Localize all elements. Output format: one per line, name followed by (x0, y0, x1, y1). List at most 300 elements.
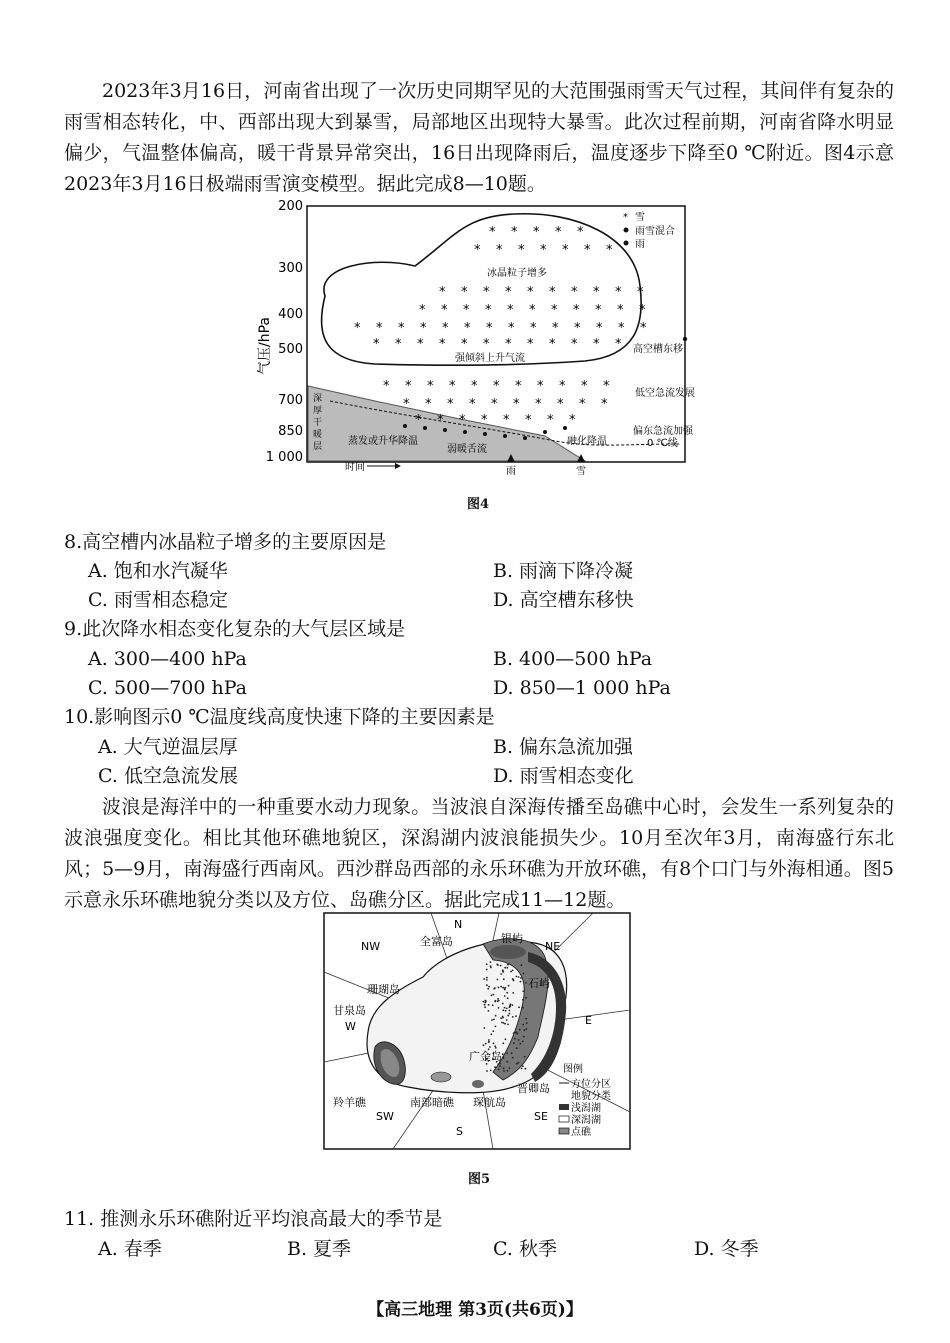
q10-option-c[interactable]: C. 低空急流发展 (98, 765, 238, 787)
yinyu-reef (490, 945, 526, 959)
patch-reef-dot (503, 1068, 505, 1070)
patch-reef-dot (503, 1022, 505, 1024)
q10-option-b[interactable]: B. 偏东急流加强 (493, 736, 634, 758)
dir-se: SE (534, 1110, 548, 1123)
patch-reef-dot (497, 964, 499, 966)
snow-symbol: * (537, 379, 544, 394)
patch-reef-dot (506, 1053, 508, 1055)
snow-symbol: * (483, 337, 490, 352)
snow-symbol: * (549, 337, 556, 352)
snow-symbol: * (459, 413, 466, 428)
svg-text:干: 干 (313, 418, 323, 428)
snow-symbol: * (395, 337, 402, 352)
snow-symbol: * (505, 337, 512, 352)
patch-reef-dot (507, 997, 509, 999)
snow-symbol: * (511, 225, 518, 240)
snow-symbol: * (601, 397, 608, 412)
snow-symbol: * (463, 303, 470, 318)
patch-reef-dot (504, 989, 506, 991)
patch-reef-dot (507, 1070, 509, 1072)
snow-symbol: * (579, 397, 586, 412)
q9-option-b[interactable]: B. 400—500 hPa (493, 648, 653, 670)
snow-symbol: * (569, 413, 576, 428)
q9-option-a[interactable]: A. 300—400 hPa (88, 648, 247, 670)
svg-text:雨雪混合: 雨雪混合 (635, 226, 675, 237)
snow-mark: 雪 (576, 466, 586, 477)
label-trough: 高空槽东移 (633, 344, 683, 355)
snow-symbol: * (559, 379, 566, 394)
patch-reef-dot (484, 1006, 486, 1008)
label-ice: 冰晶粒子增多 (487, 268, 547, 279)
dir-nw: NW (361, 940, 381, 953)
q8-option-d[interactable]: D. 高空槽东移快 (493, 589, 634, 611)
snow-symbol: * (449, 379, 456, 394)
ytick: 500 (278, 342, 303, 357)
snow-symbol: * (483, 285, 490, 300)
patch-reef-dot (510, 971, 512, 973)
patch-reef-dot (486, 963, 488, 965)
label-melt: 融化降温 (567, 436, 607, 447)
q11-option-c[interactable]: C. 秋季 (493, 1238, 557, 1260)
ytick: 400 (278, 307, 303, 322)
dir-w: W (345, 1020, 356, 1033)
patch-reef-dot (491, 995, 493, 997)
rain-dot (463, 430, 467, 434)
figure-5-caption: 图5 (468, 1172, 491, 1187)
snow-symbol: * (518, 243, 525, 258)
patch-reef-dot (509, 1013, 511, 1015)
patch-reef-dot (497, 979, 499, 981)
snow-symbol: * (427, 379, 434, 394)
patch-reef-dot (503, 1070, 505, 1072)
patch-reef-dot (518, 1039, 520, 1041)
patch-reef-dot (497, 1000, 499, 1002)
snow-symbol: * (547, 413, 554, 428)
patch-reef-dot (495, 1026, 497, 1028)
svg-text:广金岛: 广金岛 (469, 1050, 502, 1063)
q11-option-b[interactable]: B. 夏季 (287, 1238, 352, 1260)
time-label: 时间 (345, 462, 365, 473)
snow-symbol: * (617, 303, 624, 318)
patch-reef-dot (512, 1004, 514, 1006)
y-axis-label: 气压/hPa (257, 317, 273, 375)
snow-symbol: * (513, 397, 520, 412)
figure-4-rain-snow-model (255, 196, 695, 481)
q8-option-c[interactable]: C. 雨雪相态稳定 (88, 589, 228, 611)
snow-symbol: * (535, 397, 542, 412)
snow-symbol: * (442, 321, 449, 336)
patch-reef-dot (491, 1019, 493, 1021)
snow-symbol: * (461, 285, 468, 300)
patch-reef-dot (488, 1039, 490, 1041)
patch-reef-dot (520, 981, 522, 983)
patch-reef-dot (498, 1069, 500, 1071)
snow-symbol: * (439, 285, 446, 300)
snow-symbol: * (417, 337, 424, 352)
snow-symbol: * (615, 337, 622, 352)
patch-reef-dot (493, 994, 495, 996)
q10-option-d[interactable]: D. 雨雪相态变化 (493, 765, 634, 787)
svg-text:石屿: 石屿 (528, 977, 550, 990)
snow-symbol: * (503, 413, 510, 428)
patch-reef-dot (493, 988, 495, 990)
patch-reef-dot (502, 1056, 504, 1058)
snow-symbol: * (555, 225, 562, 240)
patch-reef-dot (526, 1022, 528, 1024)
snow-symbol: * (639, 303, 646, 318)
figure-4-caption: 图4 (467, 497, 490, 512)
patch-reef-dot (486, 984, 488, 986)
label-eastjet: 偏东急流加强 (633, 426, 693, 437)
svg-text:雪: 雪 (635, 212, 645, 223)
snow-symbol: * (447, 397, 454, 412)
snow-symbol: * (577, 225, 584, 240)
patch-reef-dot (506, 992, 508, 994)
passage-2: 波浪是海洋中的一种重要水动力现象。当波浪自深海传播至岛礁中心时，会发生一系列复杂的波浪强度变化。相比其他环礁地貌区，深潟湖内波浪能损失少。10月至次年3月，南海盛行东北风；5—9月，南海盛行西南风。西沙群岛西部的永乐环礁为开放环礁，有8个口门与外海相通。图5示意永乐环礁地貌分类以及方位、岛礁分区。据此完成11—12题。 (64, 796, 894, 911)
rain-dot (543, 430, 547, 434)
snow-symbol: * (383, 379, 390, 394)
patch-reef-dot (502, 1016, 504, 1018)
ytick: 200 (278, 199, 303, 214)
label-weakwarm: 弱暖舌流 (447, 444, 487, 455)
snow-symbol: * (574, 321, 581, 336)
patch-reef-dot (524, 1056, 526, 1058)
patch-reef-dot (486, 977, 488, 979)
snow-symbol: * (615, 285, 622, 300)
label-lowjet: 低空急流发展 (635, 388, 695, 399)
patch-reef-dot (502, 1009, 504, 1011)
patch-reef-dot (511, 1052, 513, 1054)
snow-symbol: * (425, 397, 432, 412)
rain-dot (563, 426, 567, 430)
rain-dot (503, 434, 507, 438)
patch-reef-dot (506, 1019, 508, 1021)
patch-reef-dot (500, 1017, 502, 1019)
dir-e: E (585, 1014, 592, 1027)
patch-reef-dot (512, 1016, 514, 1018)
q8-option-b[interactable]: B. 雨滴下降冷凝 (493, 560, 634, 582)
snow-symbol: * (530, 321, 537, 336)
svg-text:方位分区: 方位分区 (571, 1079, 611, 1090)
patch-reef-dot (518, 976, 520, 978)
patch-reef-dot (525, 982, 527, 984)
snow-symbol: * (481, 413, 488, 428)
snow-symbol: * (525, 413, 532, 428)
snow-symbol: * (464, 321, 471, 336)
patch-reef-dot (510, 1003, 512, 1005)
snow-symbol: * (640, 321, 647, 336)
snow-symbol: * (505, 285, 512, 300)
patch-reef-dot (500, 986, 502, 988)
patch-reef-dot (509, 1067, 511, 1069)
patch-reef-dot (516, 1063, 518, 1065)
patch-reef-dot (503, 987, 505, 989)
patch-reef-dot (495, 1015, 497, 1017)
snow-symbol: * (398, 321, 405, 336)
patch-reef-dot (490, 1033, 492, 1035)
patch-reef-dot (524, 1068, 526, 1070)
svg-text:晋卿岛: 晋卿岛 (517, 1082, 550, 1095)
patch-reef-dot (493, 1019, 495, 1021)
patch-reef-dot (516, 976, 518, 978)
snow-symbol: * (527, 337, 534, 352)
svg-text:羚羊礁: 羚羊礁 (333, 1096, 366, 1109)
snow-symbol: * (508, 321, 515, 336)
trough-dot (683, 337, 687, 341)
svg-text:浅潟湖: 浅潟湖 (571, 1103, 601, 1114)
patch-reef-dot (498, 1007, 500, 1009)
snow-symbol: * (593, 337, 600, 352)
snow-symbol: * (540, 243, 547, 258)
patch-reef-dot (525, 997, 527, 999)
svg-text:南部暗礁: 南部暗礁 (410, 1096, 454, 1109)
patch-reef-dot (514, 1031, 516, 1033)
snow-symbol: * (573, 303, 580, 318)
patch-reef-dot (513, 1042, 515, 1044)
nanbu-reef (431, 1072, 451, 1082)
rain-dot (523, 436, 527, 440)
dir-n: N (454, 918, 463, 931)
snow-symbol: * (493, 379, 500, 394)
patch-reef-dot (521, 1068, 523, 1070)
snow-symbol: * (571, 285, 578, 300)
patch-reef-dot (493, 1043, 495, 1045)
snow-symbol: * (584, 243, 591, 258)
patch-reef-dot (492, 1004, 494, 1006)
patch-reef-dot (519, 1043, 521, 1045)
label-dry-layer (313, 393, 322, 452)
patch-reef-dot (525, 1028, 527, 1030)
figure-5-yongle-atoll-map (323, 912, 631, 1150)
svg-text:*: * (623, 212, 628, 223)
patch-reef-dot (485, 1043, 487, 1045)
svg-text:琛航岛: 琛航岛 (473, 1096, 506, 1109)
ytick: 300 (278, 261, 303, 276)
patch-reef-dot (484, 1002, 486, 1004)
svg-text:深: 深 (313, 394, 323, 404)
svg-text:地貌分类: 地貌分类 (571, 1091, 611, 1102)
patch-reef-dot (482, 1001, 484, 1003)
snow-symbol: * (474, 243, 481, 258)
snow-symbol: * (403, 397, 410, 412)
patch-reef-dot (503, 978, 505, 980)
snow-symbol: * (439, 337, 446, 352)
snow-symbol: * (461, 337, 468, 352)
patch-reef-dot (484, 1004, 486, 1006)
patch-reef-dot (508, 985, 510, 987)
q11-option-a[interactable]: A. 春季 (98, 1238, 162, 1260)
patch-reef-dot (515, 1015, 517, 1017)
patch-reef-dot (506, 967, 508, 969)
figure4-legend (623, 211, 675, 250)
snow-symbol: * (419, 303, 426, 318)
patch-reef-dot (505, 1038, 507, 1040)
patch-reef-dot (488, 1004, 490, 1006)
patch-reef-dot (512, 970, 514, 972)
svg-text:甘泉岛: 甘泉岛 (333, 1004, 366, 1017)
patch-reef-dot (497, 998, 499, 1000)
patch-reef-dot (490, 965, 492, 967)
snow-symbol: * (471, 379, 478, 394)
patch-reef-dot (522, 1007, 524, 1009)
patch-reef-dot (516, 1047, 518, 1049)
svg-text:雨: 雨 (635, 239, 645, 250)
patch-reef-dot (502, 1053, 504, 1055)
snow-symbol: * (596, 321, 603, 336)
patch-reef-dot (505, 1010, 507, 1012)
patch-reef-dot (513, 980, 515, 982)
q9-stem: 9.此次降水相态变化复杂的大气层区域是 (64, 618, 406, 640)
patch-reef-dot (490, 961, 492, 963)
svg-text:层: 层 (313, 442, 323, 452)
snow-symbol: * (606, 243, 613, 258)
patch-reef-dot (501, 1022, 503, 1024)
snow-symbol: * (533, 225, 540, 240)
snow-symbol: * (441, 303, 448, 318)
dir-s: S (456, 1125, 463, 1138)
snow-symbol: * (420, 321, 427, 336)
svg-text:厚: 厚 (313, 406, 323, 416)
snow-symbol: * (415, 413, 422, 428)
patch-reef-dot (497, 1063, 499, 1065)
patch-reef-dot (488, 1010, 490, 1012)
patch-reef-dot (523, 973, 525, 975)
dir-sw: SW (376, 1110, 394, 1123)
snow-symbol: * (571, 337, 578, 352)
patch-reef-dot (502, 1042, 504, 1044)
patch-reef-dot (486, 1063, 488, 1065)
svg-text:全富岛: 全富岛 (420, 935, 453, 948)
patch-reef-dot (489, 1046, 491, 1048)
snow-symbol: * (354, 321, 361, 336)
patch-reef-dot (519, 1029, 521, 1031)
patch-reef-dot (512, 1057, 514, 1059)
patch-reef-dot (504, 1007, 506, 1009)
patch-reef-dot (520, 977, 522, 979)
snow-symbol: * (637, 285, 644, 300)
snow-symbol: * (373, 337, 380, 352)
patch-reef-dot (483, 1027, 485, 1029)
ytick: 700 (278, 393, 303, 408)
q10-option-a[interactable]: A. 大气逆温层厚 (98, 736, 238, 758)
q9-option-d[interactable]: D. 850—1 000 hPa (493, 677, 671, 699)
patch-reef-dot (500, 965, 502, 967)
snow-symbol: * (491, 397, 498, 412)
patch-reef-dot (518, 1006, 520, 1008)
snow-symbol: * (551, 303, 558, 318)
ytick: 1 000 (265, 450, 303, 465)
svg-text:暖: 暖 (313, 430, 323, 440)
snow-symbol: * (507, 303, 514, 318)
chenhang-reef (472, 1080, 484, 1088)
patch-reef-dot (512, 992, 514, 994)
snow-symbol: * (376, 321, 383, 336)
patch-reef-dot (507, 1015, 509, 1017)
label-zero: 0 ℃线 (647, 438, 678, 449)
snow-symbol: * (485, 303, 492, 318)
patch-reef-dot (502, 1003, 504, 1005)
patch-reef-dot (513, 1032, 515, 1034)
patch-reef-dot (487, 988, 489, 990)
snow-symbol: * (486, 321, 493, 336)
label-evap: 蒸发或升华降温 (348, 436, 418, 447)
patch-reef-dot (520, 964, 522, 966)
snow-symbol: * (562, 243, 569, 258)
patch-reef-dot (488, 986, 490, 988)
svg-text:点礁: 点礁 (571, 1127, 591, 1138)
patch-reef-dot (500, 973, 502, 975)
patch-reef-dot (504, 967, 506, 969)
snow-symbol: * (515, 379, 522, 394)
patch-reef-dot (506, 1061, 508, 1063)
patch-reef-dot (498, 987, 500, 989)
snow-symbol: * (552, 321, 559, 336)
patch-reef-dot (522, 1024, 524, 1026)
patch-reef-dot (483, 978, 485, 980)
patch-reef-dot (509, 1010, 511, 1012)
snow-symbol: * (603, 379, 610, 394)
patch-reef-dot (512, 978, 514, 980)
snow-symbol: * (581, 379, 588, 394)
snow-symbol: * (557, 397, 564, 412)
patch-reef-dot (494, 1045, 496, 1047)
patch-reef-dot (525, 1018, 527, 1020)
patch-reef-dot (523, 1036, 525, 1038)
snow-symbol: * (437, 413, 444, 428)
patch-reef-dot (492, 1030, 494, 1032)
patch-reef-dot (522, 1041, 524, 1043)
patch-reef-dot (486, 979, 488, 981)
q8-option-a[interactable]: A. 饱和水汽凝华 (88, 560, 228, 582)
patch-reef-dot (499, 1065, 501, 1067)
rain-dot (483, 432, 487, 436)
svg-text:深潟湖: 深潟湖 (571, 1115, 601, 1126)
patch-reef-dot (494, 1066, 496, 1068)
patch-reef-dot (514, 1038, 516, 1040)
patch-reef-dot (522, 1065, 524, 1067)
patch-reef-dot (502, 971, 504, 973)
page-footer: 【高三地理 第3页(共6页)】 (367, 1300, 583, 1320)
patch-reef-dot (506, 1008, 508, 1010)
patch-reef-dot (483, 1044, 485, 1046)
patch-reef-dot (484, 1000, 486, 1002)
q11-option-d[interactable]: D. 冬季 (694, 1238, 759, 1260)
patch-reef-dot (522, 990, 524, 992)
patch-reef-dot (488, 1041, 490, 1043)
rain-dot (443, 428, 447, 432)
snow-symbol: * (489, 225, 496, 240)
q8-stem: 8.高空槽内冰晶粒子增多的主要原因是 (64, 531, 387, 553)
snow-symbol: * (405, 379, 412, 394)
patch-reef-dot (504, 995, 506, 997)
q11-stem: 11. 推测永乐环礁附近平均浪高最大的季节是 (64, 1208, 443, 1230)
patch-reef-dot (486, 969, 488, 971)
svg-text:珊瑚岛: 珊瑚岛 (367, 983, 400, 996)
passage-1: 2023年3月16日，河南省出现了一次历史同期罕见的大范围强雨雪天气过程，其间伴有复杂的雨雪相态转化，中、西部出现大到暴雪，局部地区出现特大暴雪。此次过程前期，河南省降水明显偏少，气温整体偏高，暖干背景异常突出，16日出现降雨后，温度逐步下降至0 ℃附近。图4示意2023年3月16日极端雨雪演变模型。据此完成8—10题。 (64, 80, 894, 195)
svg-text:图例: 图例 (563, 1064, 583, 1075)
snow-symbol: * (469, 397, 476, 412)
snow-symbol: * (595, 303, 602, 318)
q9-option-c[interactable]: C. 500—700 hPa (88, 677, 248, 699)
label-updraft: 强倾斜上升气流 (455, 353, 525, 364)
rain-mark: 雨 (506, 466, 516, 477)
rain-dot (423, 426, 427, 430)
snow-symbol: * (496, 243, 503, 258)
patch-reef-dot (518, 1062, 520, 1064)
q10-stem: 10.影响图示0 ℃温度线高度快速下降的主要因素是 (64, 706, 495, 728)
snow-symbol: * (549, 285, 556, 300)
snow-symbol: * (527, 285, 534, 300)
